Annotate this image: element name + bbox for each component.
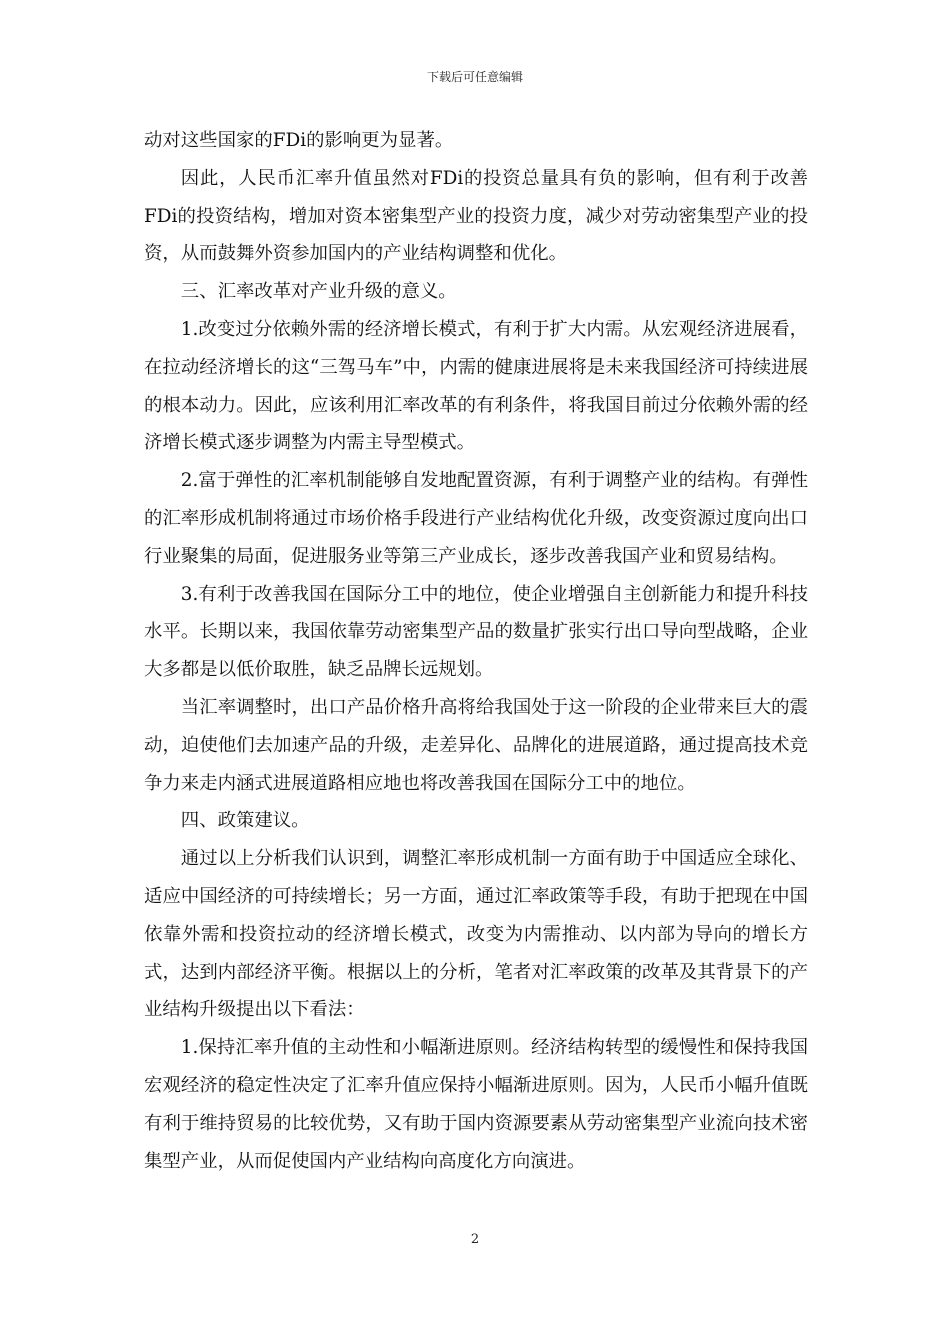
list-item-2: 2.富于弹性的汇率机制能够自发地配置资源，有利于调整产业的结构。有弹性的汇率形成机制将通过市场价格手段进行产业结构优化升级，改变资源过度向出口行业聚集的局面，促进服务业等第三产业成长，逐步改善我国产业和贸易结构。 [144,470,808,567]
body-text [144,122,808,1180]
paragraph-continuation: 动对这些国家的FDi的影响更为显著。 [144,130,454,151]
page-number: 2 [470,1232,480,1247]
section-heading-3: 三、汇率改革对产业升级的意义。 [180,281,457,303]
paragraph: 当汇率调整时，出口产品价格升高将给我国处于这一阶段的企业带来巨大的震动，迫使他们去加速产品的升级，走差异化、品牌化的进展道路，通过提高技术竞争力来走内涵式进展道路相应地也将改善我国在国际分工中的地位。 [144,696,808,794]
header-note: 下载后可任意编辑 [426,70,523,84]
list-item-1: 1.改变过分依赖外需的经济增长模式，有利于扩大内需。从宏观经济进展看，在拉动经济增长的这“三驾马车”中，内需的健康进展将是未来我国经济可持续进展的根本动力。因此，应该利用汇率改革的有利条件，将我国目前过分依赖外需的经济增长模式逐步调整为内需主导型模式。 [144,318,808,454]
list-item-3: 3.有利于改善我国在国际分工中的地位，使企业增强自主创新能力和提升科技水平。长期以来，我国依靠劳动密集型产品的数量扩张实行出口导向型战略，企业大多都是以低价取胜，缺乏品牌长远规划。 [144,583,808,681]
section-heading-4: 四、政策建议。 [180,810,310,832]
list-item-1: 1.保持汇率升值的主动性和小幅渐进原则。经济结构转型的缓慢性和保持我国宏观经济的稳定性决定了汇率升值应保持小幅渐进原则。因为，人民币小幅升值既有利于维持贸易的比较优势，又有助于国内资源要素从劳动密集型产业流向技术密集型产业，从而促使国内产业结构向高度化方向演进。 [144,1037,808,1172]
paragraph: 因此，人民币汇率升值虽然对FDi的投资总量具有负的影响，但有利于改善FDi的投资结构，增加对资本密集型产业的投资力度，减少对劳动密集型产业的投资，从而鼓舞外资参加国内的产业结构调整和优化。 [144,167,808,265]
paragraph: 通过以上分析我们认识到，调整汇率形成机制一方面有助于中国适应全球化、适应中国经济的可持续增长；另一方面，通过汇率政策等手段，有助于把现在中国依靠外需和投资拉动的经济增长模式，改变为内需推动、以内部为导向的增长方式，达到内部经济平衡。根据以上的分析，笔者对汇率政策的改革及其背景下的产业结构升级提出以下看法： [144,848,808,1021]
